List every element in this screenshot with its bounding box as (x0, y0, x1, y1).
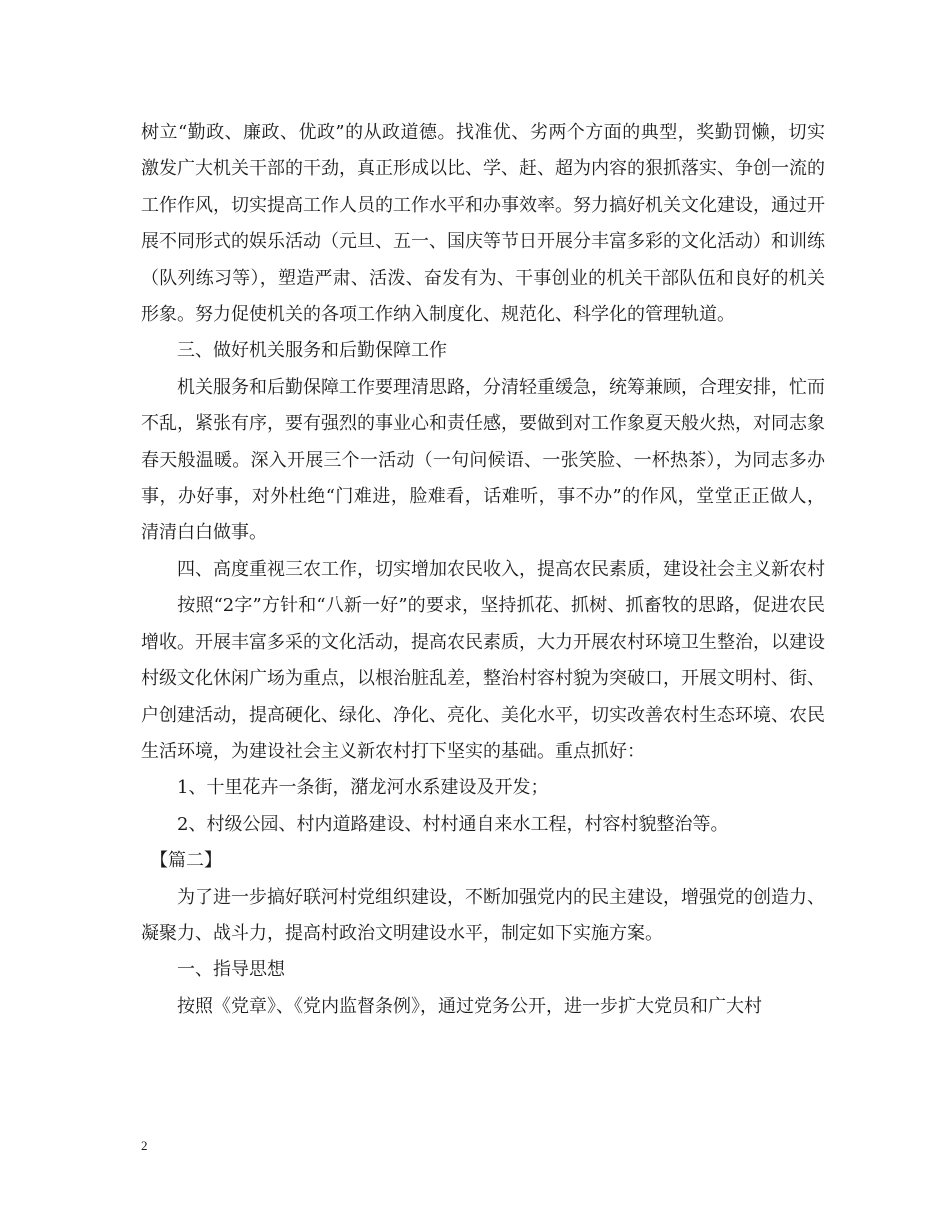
paragraph-conduct-ethics: 树立“勤政、廉政、优政”的从政道德。找准优、劣两个方面的典型，奖勤罚懒，切实激发广大机关干部的干劲，真正形成以比、学、赶、超为内容的狠抓落实、争创一流的工作作风，切实提高工作人员的工作水平和办事效率。努力搞好机关文化建设，通过开展不同形式的娱乐活动（元旦、五一、国庆等节日开展分丰富多彩的文化活动）和训练（队列练习等），塑造严肃、活泼、奋发有为、干事创业的机关干部队伍和良好的机关形象。努力促使机关的各项工作纳入制度化、规范化、科学化的管理轨道。 (141, 122, 825, 326)
paragraph-logistics-work: 机关服务和后勤保障工作要理清思路，分清轻重缓急，统筹兼顾，合理安排，忙而不乱，紧张有序，要有强烈的事业心和责任感，要做到对工作象夏天般火热，对同志象春天般温暖。深入开展三个一活动（一句问候语、一张笑脸、一杯热茶），为同志多办事，办好事，对外杜绝“门难进，脸难看，话难听，事不办”的作风，堂堂正正做人，清清白白做事。 (141, 376, 825, 544)
document-body (141, 115, 825, 1025)
paragraph-rural-development: 按照“2字”方针和“八新一好”的要求，坚持抓花、抓树、抓畜牧的思路，促进农民增收。开展丰富多采的文化活动，提高农民素质，大力开展农村环境卫生整治，以建设村级文化休闲广场为重点，以根治脏乱差，整治村容村貌为突破口，开展文明村、街、户创建活动，提高硬化、绿化、净化、亮化、美化水平，切实改善农村生态环境、农民生活环境，为建设社会主义新农村打下坚实的基础。重点抓好： (141, 595, 825, 762)
paragraph-party-building-intro: 为了进一步搞好联河村党组织建设，不断加强党内的民主建设，增强党的创造力、凝聚力、战斗力，提高村政治文明建设水平，制定如下实施方案。 (141, 886, 825, 944)
heading-section-three: 三、做好机关服务和后勤保障工作 (141, 340, 447, 362)
list-item-one: 1、十里花卉一条街，潴龙河水系建设及开发； (141, 777, 549, 799)
heading-section-four: 四、高度重视三农工作，切实增加农民收入，提高农民素质，建设社会主义新农村 (141, 558, 825, 580)
paragraph-guiding-ideology: 按照《党章》、《党内监督条例》，通过党务公开，进一步扩大党员和广大村 (141, 995, 762, 1017)
heading-guiding-ideology: 一、指导思想 (141, 959, 285, 981)
list-item-two: 2、村级公园、村内道路建设、村村通自来水工程，村容村貌整治等。 (141, 813, 729, 835)
page-number: 2 (141, 1138, 148, 1153)
heading-part-two: 【篇二】 (141, 850, 222, 872)
